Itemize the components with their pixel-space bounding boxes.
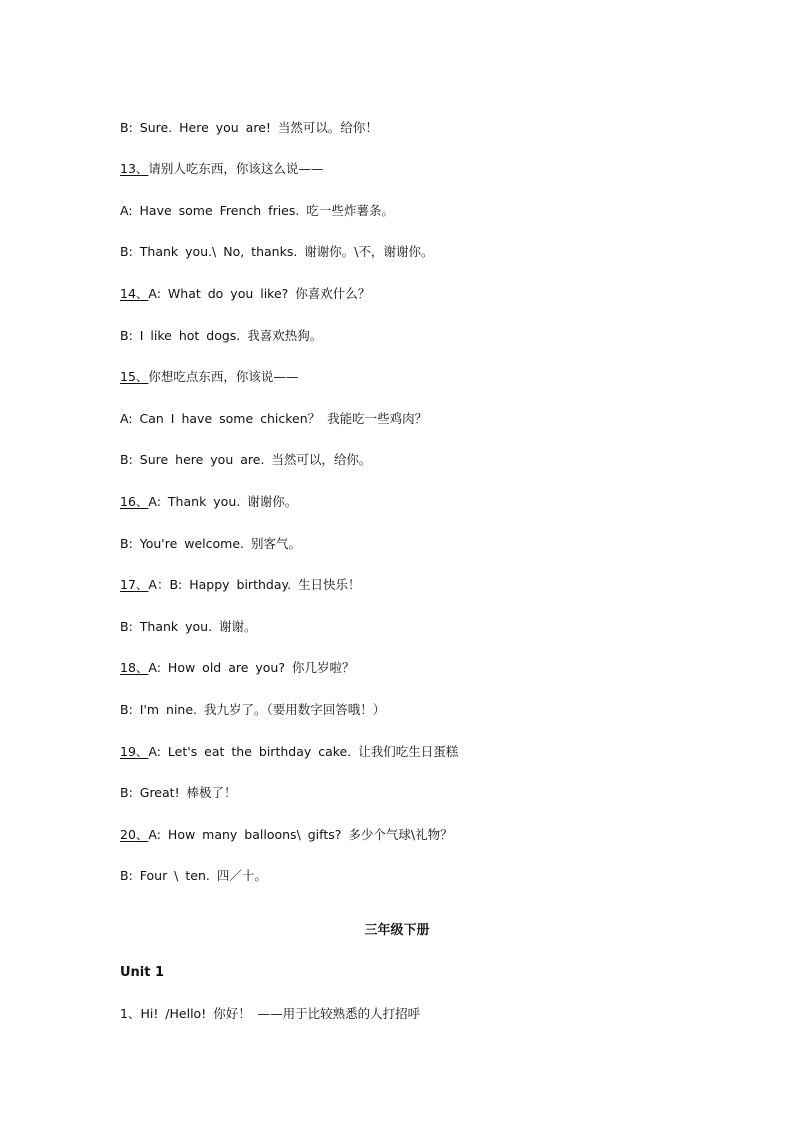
line-text: B: Four \ ten. 四／十。 [120,868,267,883]
item-number: 18、 [120,660,149,675]
dialogue-line [120,119,378,137]
dialogue-line [120,659,354,677]
item-number: 13、 [120,161,149,176]
dialogue-line [120,867,267,885]
item-number: 19、 [120,744,149,759]
item-number: 20、 [120,827,149,842]
dialogue-line [120,618,257,636]
dialogue-line [120,493,297,511]
line-text: B: I'm nine. 我九岁了。（要用数字回答哦！） [120,702,386,717]
line-text: 你想吃点东西，你该说—— [148,369,299,384]
line-text: B: Thank you.\ No, thanks. 谢谢你。\不，谢谢你。 [120,244,434,259]
line-text: B: Thank you. 谢谢。 [120,619,257,634]
line-text: B: Great! 棒极了！ [120,785,237,800]
dialogue-line [120,243,434,261]
dialogue-line [120,535,301,553]
dialogue-line: 1、Hi! /Hello! 你好！ ——用于比较熟悉的人打招呼 [120,1006,421,1021]
dialogue-line [120,784,237,802]
line-text: B: Sure here you are. 当然可以，给你。 [120,452,372,467]
line-text: B: I like hot dogs. 我喜欢热狗。 [120,328,323,343]
item-number: 16、 [120,494,149,509]
item-number: 14、 [120,286,149,301]
line-text: A: Let's eat the birthday cake. 让我们吃生日蛋糕 [148,744,459,759]
line-text: A: What do you like? 你喜欢什么？ [148,286,371,301]
line-text: B: You're welcome. 别客气。 [120,536,301,551]
line-text: A: Have some French fries. 吃一些炸薯条。 [120,203,394,218]
dialogue-line [120,368,298,386]
item-number: 17、 [120,577,149,592]
dialogue-line [120,285,370,303]
unit-title: Unit 1 [120,965,165,980]
line-text: A: Thank you. 谢谢你。 [148,494,298,509]
dialogue-line [120,410,427,428]
dialogue-line [120,327,322,345]
dialogue-line [120,160,323,178]
dialogue-line [120,701,385,719]
dialogue-line [120,826,453,844]
section-heading: 三年级下册 [364,923,430,938]
dialogue-line [120,451,371,469]
dialogue-line [120,743,458,761]
dialogue-line [120,202,394,220]
line-text: B: Sure. Here you are! 当然可以。给你！ [120,120,378,135]
dialogue-line [120,576,361,594]
item-number: 15、 [120,369,149,384]
line-text: A：B: Happy birthday. 生日快乐！ [148,577,361,592]
line-text: 请别人吃东西，你该这么说—— [148,161,324,176]
line-text: A: How old are you? 你几岁啦？ [148,660,355,675]
line-text: A: Can I have some chicken？ 我能吃一些鸡肉？ [120,411,428,426]
line-text: A: How many balloons\ gifts? 多少个气球\礼物？ [148,827,453,842]
